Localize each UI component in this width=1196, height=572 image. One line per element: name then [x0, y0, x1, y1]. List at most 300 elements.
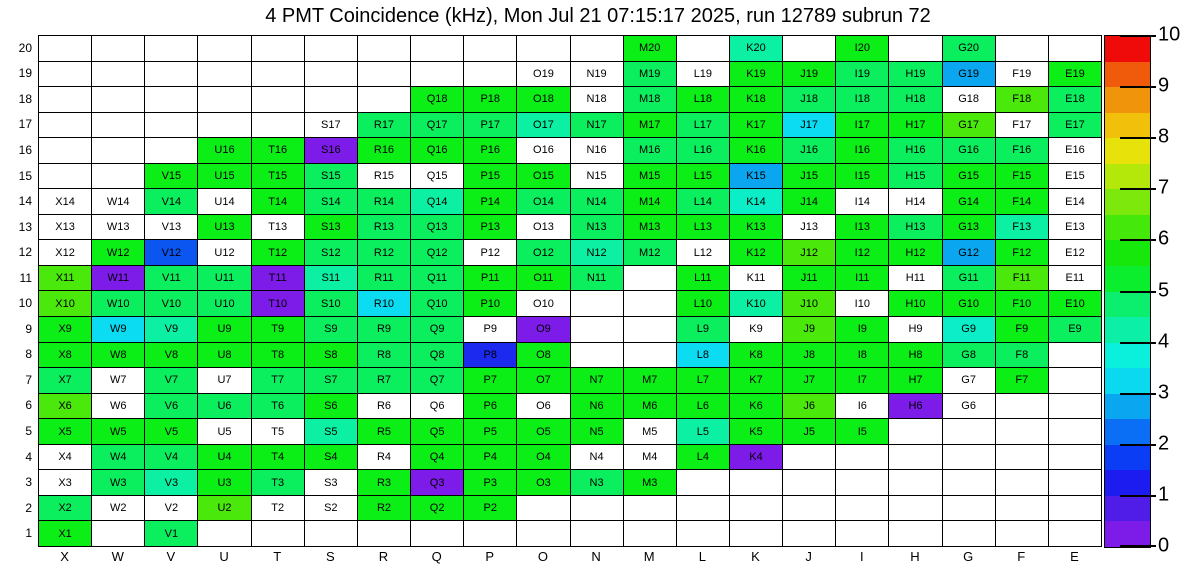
heatmap-cell: P15	[463, 163, 516, 189]
heatmap-cell: J17	[782, 112, 835, 138]
colorbar-band	[1105, 292, 1150, 318]
y-axis-tick-label: 15	[18, 168, 32, 183]
heatmap-cell: Q9	[410, 316, 463, 342]
heatmap-cell: L8	[676, 342, 729, 368]
heatmap-cell: N11	[570, 265, 623, 291]
heatmap-cell: P12	[463, 239, 516, 265]
heatmap-cell: F11	[995, 265, 1048, 291]
heatmap-cell: V12	[144, 239, 197, 265]
heatmap-cell: G10	[942, 290, 995, 316]
x-axis-column-labels	[38, 549, 1101, 569]
heatmap-cell: Q5	[410, 418, 463, 444]
heatmap-cell: X6	[38, 393, 91, 419]
heatmap-cell: F19	[995, 61, 1048, 87]
heatmap-cell: J16	[782, 137, 835, 163]
colorbar-band	[1105, 189, 1150, 215]
heatmap-cell	[197, 61, 250, 87]
heatmap-cell: K4	[729, 444, 782, 470]
heatmap-cell: W13	[91, 214, 144, 240]
heatmap-cell: K5	[729, 418, 782, 444]
heatmap-cell: J6	[782, 393, 835, 419]
y-axis-tick-label: 20	[18, 40, 32, 55]
heatmap-cell: L6	[676, 393, 729, 419]
colorbar-band	[1105, 343, 1150, 369]
heatmap-cell: P11	[463, 265, 516, 291]
heatmap-cell: H10	[888, 290, 941, 316]
heatmap-cell: S5	[304, 418, 357, 444]
heatmap-cell: P14	[463, 188, 516, 214]
heatmap-cell	[835, 520, 888, 546]
y-axis-tick-label: 14	[18, 194, 32, 209]
heatmap-cell: O17	[516, 112, 569, 138]
colorbar-tick-label: 8	[1158, 125, 1170, 148]
heatmap-cell: R7	[357, 367, 410, 393]
heatmap-cell	[357, 61, 410, 87]
heatmap-cell: G15	[942, 163, 995, 189]
chart-title: 4 PMT Coincidence (kHz), Mon Jul 21 07:15:17 2025, run 12789 subrun 72	[265, 5, 931, 27]
heatmap-cell	[623, 265, 676, 291]
heatmap-cell: X13	[38, 214, 91, 240]
heatmap-cell	[729, 495, 782, 521]
x-axis-tick-label: Q	[431, 549, 442, 564]
heatmap-cell	[942, 520, 995, 546]
heatmap-cell: X12	[38, 239, 91, 265]
heatmap-cell: N14	[570, 188, 623, 214]
heatmap-cell: U8	[197, 342, 250, 368]
heatmap-cell	[1048, 393, 1101, 419]
heatmap-cell: O12	[516, 239, 569, 265]
heatmap-cell: T4	[251, 444, 304, 470]
colorbar-band	[1105, 138, 1150, 164]
heatmap-cell: O5	[516, 418, 569, 444]
colorbar-band	[1105, 445, 1150, 471]
colorbar-tick-label: 4	[1158, 330, 1170, 353]
colorbar-band	[1105, 368, 1150, 394]
heatmap-cell: T5	[251, 418, 304, 444]
heatmap-cell: R17	[357, 112, 410, 138]
colorbar-tick-label: 2	[1158, 432, 1170, 455]
heatmap-cell: N16	[570, 137, 623, 163]
heatmap-cell	[91, 112, 144, 138]
heatmap-cell: Q10	[410, 290, 463, 316]
heatmap-cell: L19	[676, 61, 729, 87]
heatmap-cell: G19	[942, 61, 995, 87]
heatmap-cell: K19	[729, 61, 782, 87]
heatmap-cell: F17	[995, 112, 1048, 138]
heatmap-cell	[91, 520, 144, 546]
heatmap-cell	[144, 112, 197, 138]
y-axis-tick-label: 3	[25, 475, 32, 490]
heatmap-cell	[410, 520, 463, 546]
heatmap-cell	[623, 495, 676, 521]
heatmap-cell: S12	[304, 239, 357, 265]
heatmap-cell: J8	[782, 342, 835, 368]
heatmap-cell: Q16	[410, 137, 463, 163]
heatmap-cell: P6	[463, 393, 516, 419]
heatmap-cell	[357, 520, 410, 546]
heatmap-cell	[1048, 520, 1101, 546]
heatmap-cell: J18	[782, 86, 835, 112]
heatmap-cell: V7	[144, 367, 197, 393]
heatmap-cell: S16	[304, 137, 357, 163]
heatmap-cell: H7	[888, 367, 941, 393]
heatmap-cell	[144, 35, 197, 61]
y-axis-tick-label: 18	[18, 91, 32, 106]
y-axis-tick-label: 2	[25, 500, 32, 515]
heatmap-cell: P5	[463, 418, 516, 444]
heatmap-cell: M12	[623, 239, 676, 265]
heatmap-cell	[888, 35, 941, 61]
heatmap-cell: U10	[197, 290, 250, 316]
heatmap-cell: U16	[197, 137, 250, 163]
heatmap-cell: X4	[38, 444, 91, 470]
heatmap-cell: V9	[144, 316, 197, 342]
heatmap-cell	[995, 393, 1048, 419]
heatmap-cell: O11	[516, 265, 569, 291]
colorbar-band	[1105, 36, 1150, 62]
heatmap-cell	[729, 469, 782, 495]
heatmap-grid	[38, 35, 1102, 547]
heatmap-cell	[144, 137, 197, 163]
heatmap-cell	[835, 444, 888, 470]
heatmap-cell: H18	[888, 86, 941, 112]
heatmap-cell: F7	[995, 367, 1048, 393]
colorbar-tick-label: 3	[1158, 381, 1170, 404]
heatmap-cell: S9	[304, 316, 357, 342]
heatmap-cell	[1048, 35, 1101, 61]
heatmap-cell: I9	[835, 316, 888, 342]
heatmap-cell: S4	[304, 444, 357, 470]
heatmap-cell: Q8	[410, 342, 463, 368]
heatmap-cell	[1048, 469, 1101, 495]
colorbar-tick	[1120, 137, 1156, 139]
heatmap-cell: R3	[357, 469, 410, 495]
heatmap-cell: E9	[1048, 316, 1101, 342]
heatmap-cell: S14	[304, 188, 357, 214]
heatmap-cell	[91, 163, 144, 189]
heatmap-cell: P17	[463, 112, 516, 138]
heatmap-cell: U11	[197, 265, 250, 291]
heatmap-cell	[463, 61, 516, 87]
heatmap-cell: E17	[1048, 112, 1101, 138]
heatmap-cell: X5	[38, 418, 91, 444]
heatmap-cell: O18	[516, 86, 569, 112]
heatmap-cell: V13	[144, 214, 197, 240]
heatmap-cell: G20	[942, 35, 995, 61]
heatmap-cell: I5	[835, 418, 888, 444]
heatmap-cell: I15	[835, 163, 888, 189]
heatmap-cell: L7	[676, 367, 729, 393]
x-axis-tick-label: V	[166, 549, 176, 564]
heatmap-cell	[676, 469, 729, 495]
heatmap-cell: X10	[38, 290, 91, 316]
heatmap-cell: J13	[782, 214, 835, 240]
heatmap-cell: M17	[623, 112, 676, 138]
heatmap-cell: S11	[304, 265, 357, 291]
heatmap-cell: M19	[623, 61, 676, 87]
heatmap-cell: R12	[357, 239, 410, 265]
heatmap-cell	[516, 495, 569, 521]
heatmap-cell: W8	[91, 342, 144, 368]
heatmap-cell	[38, 61, 91, 87]
heatmap-cell: O14	[516, 188, 569, 214]
heatmap-cell: M14	[623, 188, 676, 214]
heatmap-cell: X9	[38, 316, 91, 342]
colorbar-band	[1105, 113, 1150, 139]
heatmap-cell: V2	[144, 495, 197, 521]
x-axis-tick-label: H	[910, 549, 920, 564]
y-axis-tick-label: 9	[25, 321, 32, 336]
heatmap-cell: Q4	[410, 444, 463, 470]
heatmap-cell: W14	[91, 188, 144, 214]
x-axis-tick-label: J	[805, 549, 812, 564]
heatmap-cell	[888, 418, 941, 444]
heatmap-cell	[463, 520, 516, 546]
x-axis-tick-label: T	[273, 549, 282, 564]
heatmap-cell	[251, 86, 304, 112]
heatmap-cell	[304, 61, 357, 87]
x-axis-tick-label: L	[698, 549, 706, 564]
heatmap-cell: F15	[995, 163, 1048, 189]
heatmap-cell: H17	[888, 112, 941, 138]
heatmap-cell: E16	[1048, 137, 1101, 163]
heatmap-cell: T13	[251, 214, 304, 240]
heatmap-cell: V15	[144, 163, 197, 189]
heatmap-cell: O15	[516, 163, 569, 189]
x-axis-tick-label: I	[860, 549, 864, 564]
colorbar-band	[1105, 470, 1150, 496]
heatmap-cell: R4	[357, 444, 410, 470]
heatmap-cell: T3	[251, 469, 304, 495]
heatmap-cell: F13	[995, 214, 1048, 240]
heatmap-cell	[570, 290, 623, 316]
colorbar-band	[1105, 419, 1150, 445]
heatmap-cell: V3	[144, 469, 197, 495]
colorbar-band	[1105, 240, 1150, 266]
heatmap-cell	[516, 520, 569, 546]
heatmap-cell: L18	[676, 86, 729, 112]
heatmap-cell: H13	[888, 214, 941, 240]
heatmap-cell: K12	[729, 239, 782, 265]
heatmap-cell	[251, 112, 304, 138]
y-axis-row-labels	[0, 35, 32, 546]
heatmap-cell	[676, 35, 729, 61]
heatmap-cell: J19	[782, 61, 835, 87]
heatmap-cell: F16	[995, 137, 1048, 163]
heatmap-cell: U9	[197, 316, 250, 342]
heatmap-cell	[623, 316, 676, 342]
heatmap-cell: Q17	[410, 112, 463, 138]
heatmap-cell: T10	[251, 290, 304, 316]
colorbar-band	[1105, 496, 1150, 522]
heatmap-cell: K15	[729, 163, 782, 189]
heatmap-cell	[782, 444, 835, 470]
heatmap-cell: X2	[38, 495, 91, 521]
heatmap-cell	[995, 469, 1048, 495]
colorbar-tick-label: 10	[1158, 23, 1181, 46]
heatmap-cell	[516, 35, 569, 61]
colorbar-tick-label: 1	[1158, 483, 1170, 506]
y-axis-tick-label: 5	[25, 424, 32, 439]
heatmap-cell: H14	[888, 188, 941, 214]
colorbar-tick	[1120, 239, 1156, 241]
heatmap-cell: U2	[197, 495, 250, 521]
heatmap-cell	[197, 112, 250, 138]
heatmap-cell: L11	[676, 265, 729, 291]
heatmap-cell: F8	[995, 342, 1048, 368]
heatmap-cell: W7	[91, 367, 144, 393]
heatmap-cell: I19	[835, 61, 888, 87]
heatmap-cell	[304, 520, 357, 546]
heatmap-cell	[835, 495, 888, 521]
heatmap-cell	[782, 35, 835, 61]
heatmap-cell	[1048, 444, 1101, 470]
heatmap-cell: T11	[251, 265, 304, 291]
heatmap-cell: N18	[570, 86, 623, 112]
heatmap-cell: L10	[676, 290, 729, 316]
heatmap-cell: H9	[888, 316, 941, 342]
heatmap-cell: P9	[463, 316, 516, 342]
heatmap-cell: K16	[729, 137, 782, 163]
heatmap-cell: W5	[91, 418, 144, 444]
colorbar-tick-label: 6	[1158, 227, 1170, 250]
heatmap-cell: W10	[91, 290, 144, 316]
heatmap-cell	[942, 495, 995, 521]
heatmap-cell: S3	[304, 469, 357, 495]
heatmap-cell: K18	[729, 86, 782, 112]
heatmap-cell: I18	[835, 86, 888, 112]
heatmap-cell: O6	[516, 393, 569, 419]
heatmap-cell	[570, 495, 623, 521]
heatmap-cell: G12	[942, 239, 995, 265]
heatmap-cell	[38, 35, 91, 61]
heatmap-cell	[1048, 367, 1101, 393]
heatmap-cell: R6	[357, 393, 410, 419]
heatmap-cell: R14	[357, 188, 410, 214]
colorbar-band	[1105, 215, 1150, 241]
heatmap-cell: U5	[197, 418, 250, 444]
colorbar-band	[1105, 317, 1150, 343]
heatmap-cell: I8	[835, 342, 888, 368]
heatmap-cell: T7	[251, 367, 304, 393]
heatmap-cell: T8	[251, 342, 304, 368]
heatmap-cell: H16	[888, 137, 941, 163]
heatmap-cell: X14	[38, 188, 91, 214]
heatmap-cell: M7	[623, 367, 676, 393]
heatmap-cell	[995, 444, 1048, 470]
heatmap-cell: V6	[144, 393, 197, 419]
x-axis-tick-label: F	[1017, 549, 1026, 564]
heatmap-cell: I16	[835, 137, 888, 163]
heatmap-cell: O13	[516, 214, 569, 240]
heatmap-cell: U13	[197, 214, 250, 240]
heatmap-cell	[197, 520, 250, 546]
heatmap-cell	[463, 35, 516, 61]
heatmap-cell	[623, 290, 676, 316]
heatmap-cell: M16	[623, 137, 676, 163]
heatmap-cell: J11	[782, 265, 835, 291]
heatmap-cell: G17	[942, 112, 995, 138]
heatmap-cell	[1048, 342, 1101, 368]
colorbar-band	[1105, 62, 1150, 88]
heatmap-cell: I6	[835, 393, 888, 419]
heatmap-cell	[357, 35, 410, 61]
heatmap-cell: N19	[570, 61, 623, 87]
heatmap-cell	[38, 137, 91, 163]
colorbar-band	[1105, 87, 1150, 113]
y-axis-tick-label: 13	[18, 219, 32, 234]
heatmap-cell: S2	[304, 495, 357, 521]
heatmap-cell	[91, 35, 144, 61]
heatmap-cell: K13	[729, 214, 782, 240]
heatmap-cell: N4	[570, 444, 623, 470]
heatmap-cell: T2	[251, 495, 304, 521]
heatmap-cell: L16	[676, 137, 729, 163]
heatmap-cell	[91, 86, 144, 112]
heatmap-cell: W11	[91, 265, 144, 291]
heatmap-cell: X7	[38, 367, 91, 393]
heatmap-cell	[995, 495, 1048, 521]
heatmap-cell	[251, 520, 304, 546]
heatmap-cell: L15	[676, 163, 729, 189]
colorbar-tick-label: 9	[1158, 74, 1170, 97]
heatmap-cell: E12	[1048, 239, 1101, 265]
heatmap-cell: N17	[570, 112, 623, 138]
heatmap-cell: Q6	[410, 393, 463, 419]
heatmap-cell: S8	[304, 342, 357, 368]
colorbar-tick-label: 0	[1158, 534, 1170, 557]
heatmap-cell	[570, 520, 623, 546]
x-axis-tick-label: K	[751, 549, 760, 564]
heatmap-cell: N13	[570, 214, 623, 240]
heatmap-cell: G7	[942, 367, 995, 393]
heatmap-cell: I10	[835, 290, 888, 316]
heatmap-cell: U15	[197, 163, 250, 189]
heatmap-cell: R5	[357, 418, 410, 444]
heatmap-cell: E10	[1048, 290, 1101, 316]
heatmap-cell: G18	[942, 86, 995, 112]
colorbar-tick	[1120, 188, 1156, 190]
heatmap-cell: S10	[304, 290, 357, 316]
colorbar-tick	[1120, 545, 1156, 547]
heatmap-cell: J12	[782, 239, 835, 265]
heatmap-cell: P8	[463, 342, 516, 368]
colorbar-band	[1105, 164, 1150, 190]
heatmap-cell: Q14	[410, 188, 463, 214]
heatmap-cell: R10	[357, 290, 410, 316]
heatmap-cell: R16	[357, 137, 410, 163]
x-axis-tick-label: U	[219, 549, 229, 564]
heatmap-cell: V5	[144, 418, 197, 444]
heatmap-cell: E11	[1048, 265, 1101, 291]
heatmap-cell: T9	[251, 316, 304, 342]
heatmap-cell: P13	[463, 214, 516, 240]
heatmap-cell	[570, 342, 623, 368]
y-axis-tick-label: 6	[25, 398, 32, 413]
heatmap-cell: M5	[623, 418, 676, 444]
heatmap-cell: M4	[623, 444, 676, 470]
heatmap-cell: Q7	[410, 367, 463, 393]
heatmap-cell: O4	[516, 444, 569, 470]
heatmap-cell: L12	[676, 239, 729, 265]
heatmap-cell: N7	[570, 367, 623, 393]
heatmap-cell: V1	[144, 520, 197, 546]
heatmap-cell	[570, 316, 623, 342]
heatmap-cell: K20	[729, 35, 782, 61]
heatmap-cell: L5	[676, 418, 729, 444]
heatmap-cell	[888, 444, 941, 470]
heatmap-cell: X1	[38, 520, 91, 546]
